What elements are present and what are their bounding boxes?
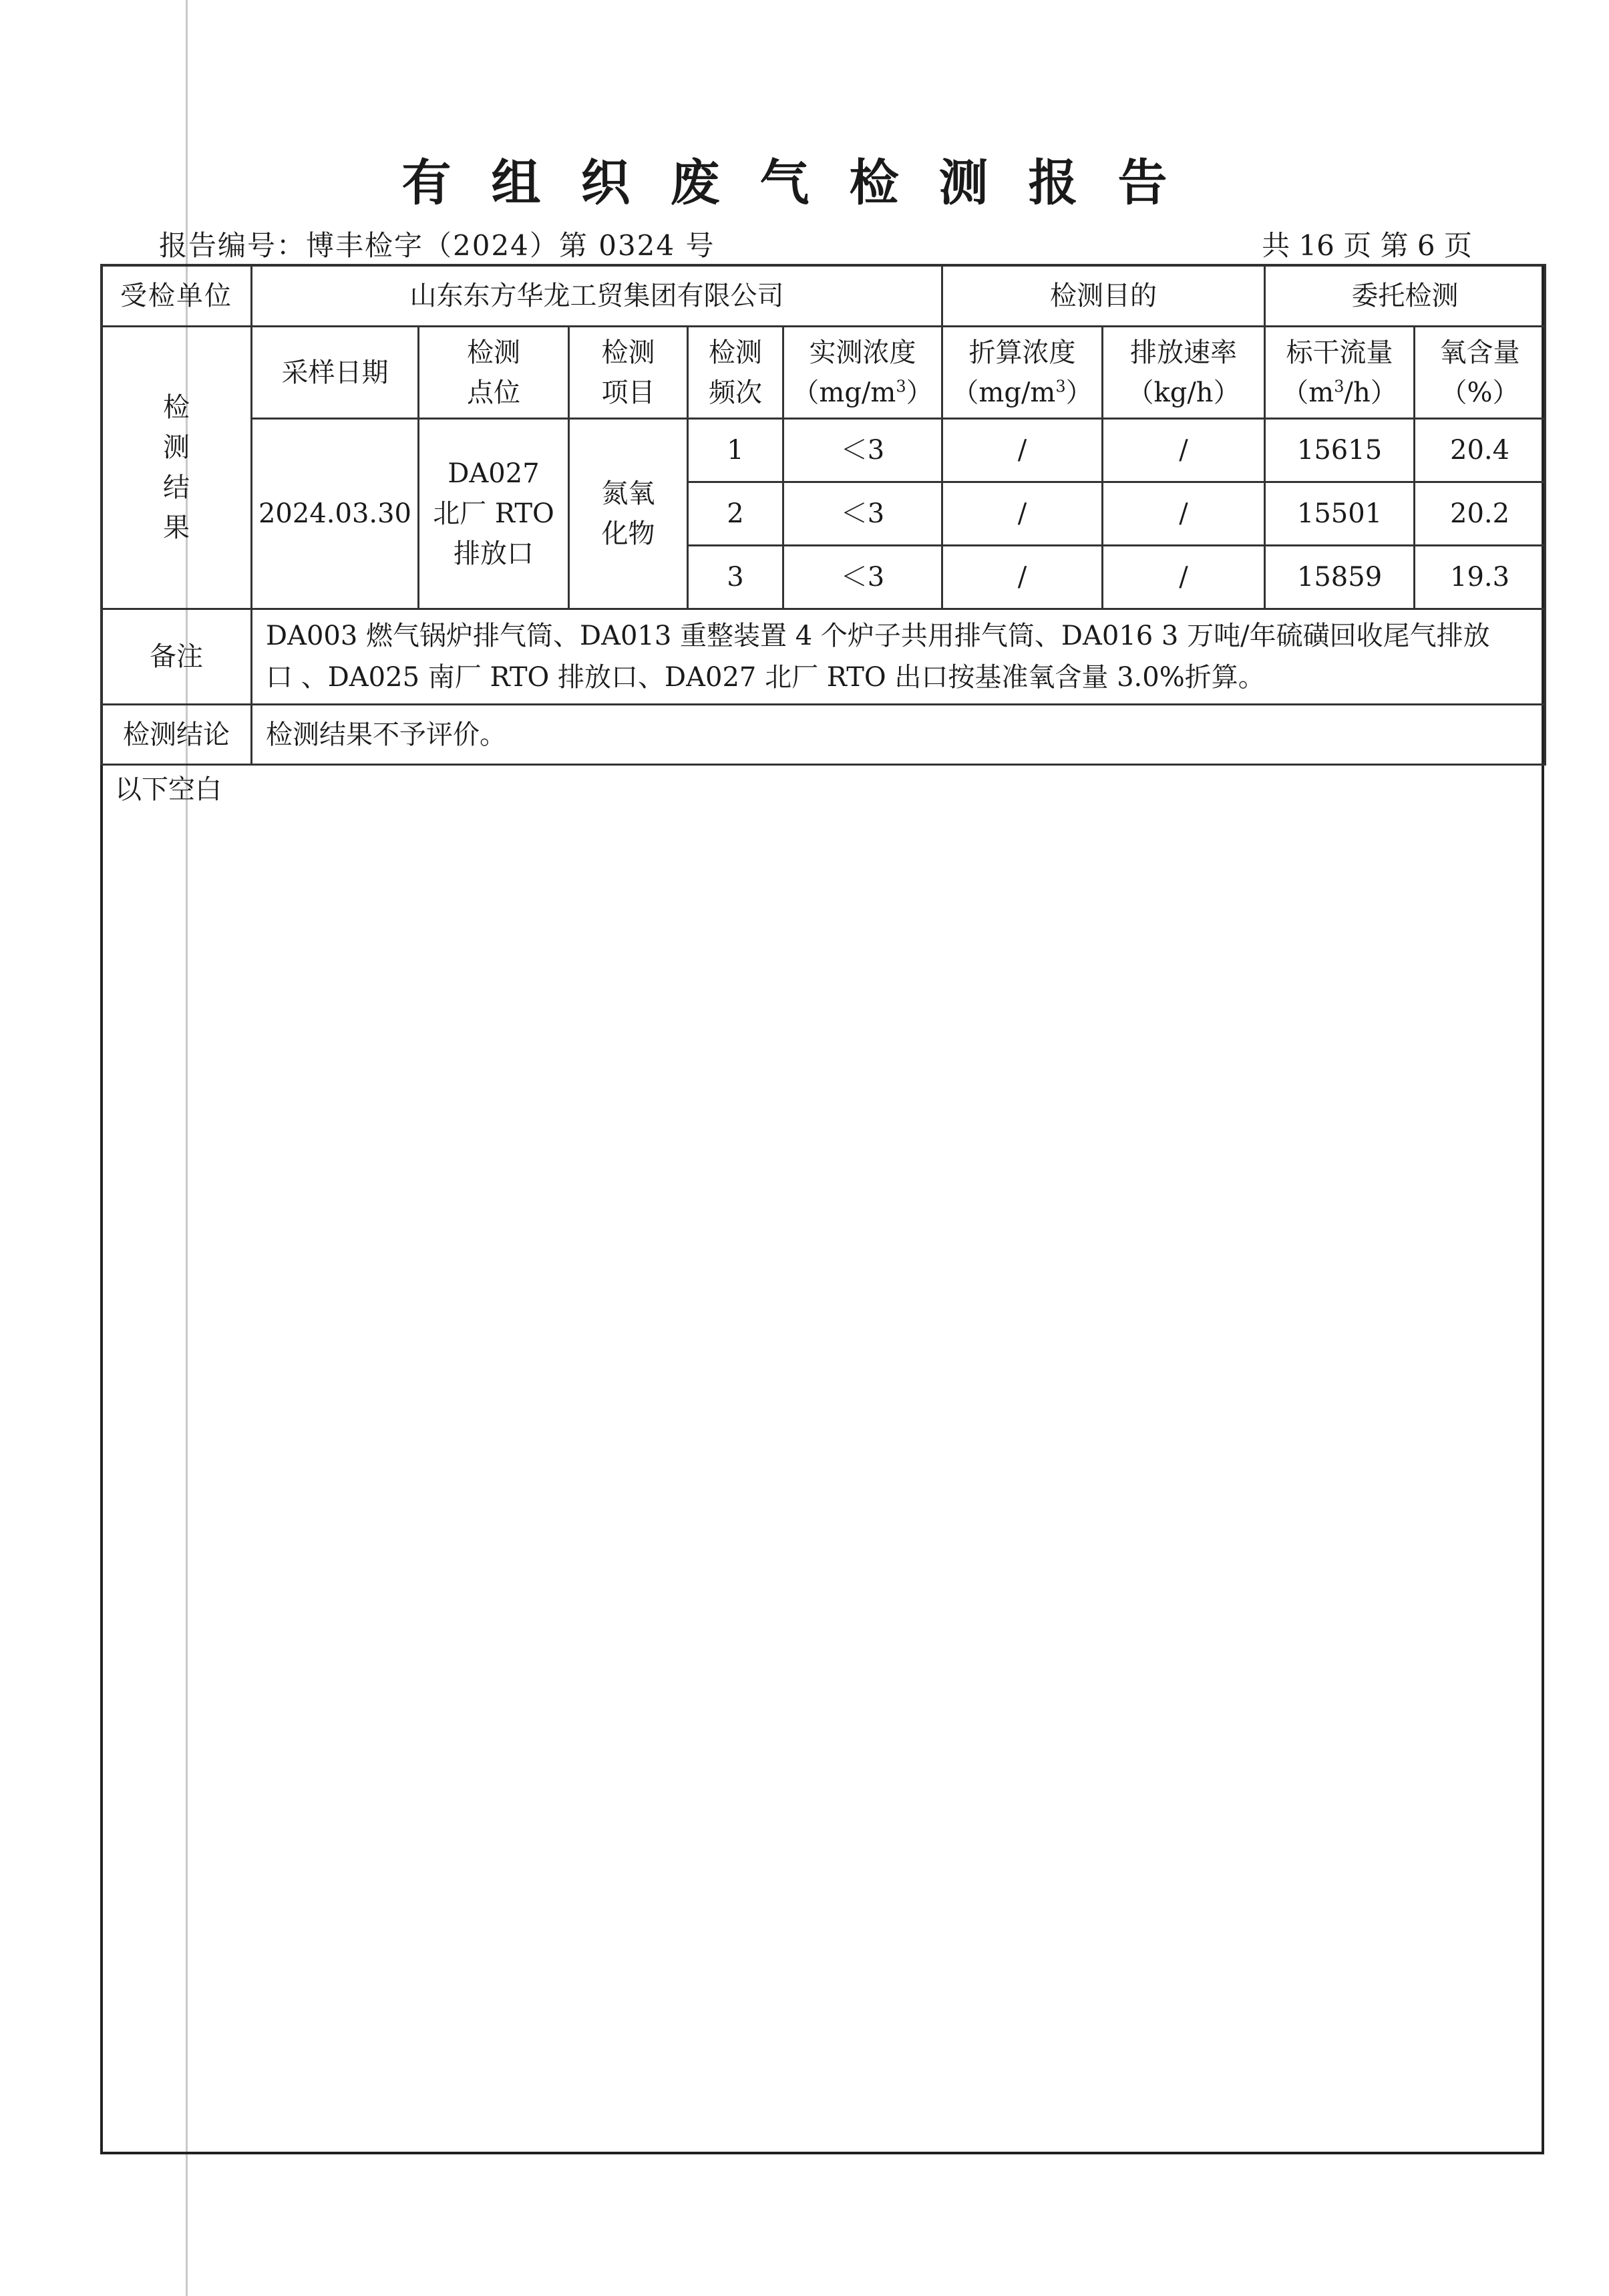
header-measured <box>783 327 942 419</box>
rate-cell: / <box>1103 546 1265 609</box>
page-info: 共 16 页 第 6 页 <box>1262 229 1472 262</box>
header-flow-line1: 标干流量 <box>1286 337 1393 368</box>
header-item-line2: 项目 <box>601 377 655 408</box>
unit-label: 受检单位 <box>102 265 252 327</box>
purpose-value: 委托检测 <box>1265 265 1546 327</box>
oxygen-cell: 20.2 <box>1415 482 1546 546</box>
monitoring-point <box>419 419 569 609</box>
header-rate-line1: 排放速率 <box>1130 337 1238 368</box>
rate-cell: / <box>1103 482 1265 546</box>
unit-value: 山东东方华龙工贸集团有限公司 <box>252 265 942 327</box>
header-measured-unit: $(mg/m^3)$ <box>792 377 933 408</box>
test-item <box>569 419 688 609</box>
header-rate <box>1103 327 1265 419</box>
header-point-line1: 检测 <box>467 337 520 368</box>
results-table <box>100 264 1546 766</box>
header-converted-unit: $(mg/m^3)$ <box>952 377 1093 408</box>
header-point <box>419 327 569 419</box>
results-label-char: 测 <box>163 432 190 463</box>
header-flow <box>1265 327 1415 419</box>
measured-cell: ＜3 <box>783 419 942 482</box>
flow-cell: 15501 <box>1265 482 1415 546</box>
test-item-line2: 化物 <box>601 518 655 549</box>
header-frequency <box>688 327 783 419</box>
header-measured-line1: 实测浓度 <box>809 337 916 368</box>
header-rate-line2: （kg/h） <box>1127 377 1240 408</box>
header-converted <box>942 327 1103 419</box>
results-label-char: 检 <box>163 392 190 423</box>
sample-date: 2024.03.30 <box>252 419 419 609</box>
header-frequency-line2: 频次 <box>709 377 762 408</box>
header-frequency-line1: 检测 <box>709 337 762 368</box>
header-date: 采样日期 <box>252 327 419 419</box>
unit-row <box>102 265 1546 327</box>
conclusion-value: 检测结果不予评价。 <box>252 705 1546 765</box>
header-oxygen-line2: （%） <box>1440 377 1519 408</box>
flow-cell: 15859 <box>1265 546 1415 609</box>
frequency-cell: 2 <box>688 482 783 546</box>
oxygen-cell: 19.3 <box>1415 546 1546 609</box>
remark-text <box>252 609 1546 705</box>
measured-cell: ＜3 <box>783 546 942 609</box>
report-title: 有组织废气检测报告 <box>401 154 1208 212</box>
flow-cell: 15615 <box>1265 419 1415 482</box>
header-row <box>102 327 1546 419</box>
remark-line1: DA003 燃气锅炉排气筒、DA013 重整装置 4 个炉子共用排气筒、DA016 3 万吨/年硫磺回收尾气排放 <box>266 621 1490 651</box>
converted-cell: / <box>942 546 1103 609</box>
header-point-line2: 点位 <box>467 377 520 408</box>
header-converted-line1: 折算浓度 <box>968 337 1076 368</box>
measured-cell: ＜3 <box>783 482 942 546</box>
converted-cell: / <box>942 482 1103 546</box>
results-label-char: 果 <box>163 512 190 543</box>
purpose-label: 检测目的 <box>942 265 1265 327</box>
results-label <box>102 327 252 609</box>
results-label-char: 结 <box>163 472 190 503</box>
conclusion-row <box>102 705 1546 765</box>
remark-line2: 口 、DA025 南厂 RTO 排放口、DA027 北厂 RTO 出口按基准氧含量 3.0%折算。 <box>266 662 1265 693</box>
header-oxygen <box>1415 327 1546 419</box>
header-flow-unit: $(m^3/h)$ <box>1282 377 1397 408</box>
oxygen-cell: 20.4 <box>1415 419 1546 482</box>
frequency-cell: 3 <box>688 546 783 609</box>
report-number: 报告编号：博丰检字（2024）第 0324 号 <box>159 229 715 262</box>
monitoring-point-line2: 北厂 RTO <box>433 498 554 529</box>
table-row <box>102 419 1546 482</box>
conclusion-label: 检测结论 <box>102 705 252 765</box>
header-item <box>569 327 688 419</box>
converted-cell: / <box>942 419 1103 482</box>
remark-row <box>102 609 1546 705</box>
rate-cell: / <box>1103 419 1265 482</box>
test-item-line1: 氮氧 <box>601 478 655 509</box>
blank-note: 以下空白 <box>115 774 222 805</box>
monitoring-point-line1: DA027 <box>448 458 540 489</box>
monitoring-point-line3: 排放口 <box>454 538 534 569</box>
frequency-cell: 1 <box>688 419 783 482</box>
remark-label: 备注 <box>102 609 252 705</box>
header-oxygen-line1: 氧含量 <box>1439 337 1520 368</box>
header-item-line1: 检测 <box>601 337 655 368</box>
